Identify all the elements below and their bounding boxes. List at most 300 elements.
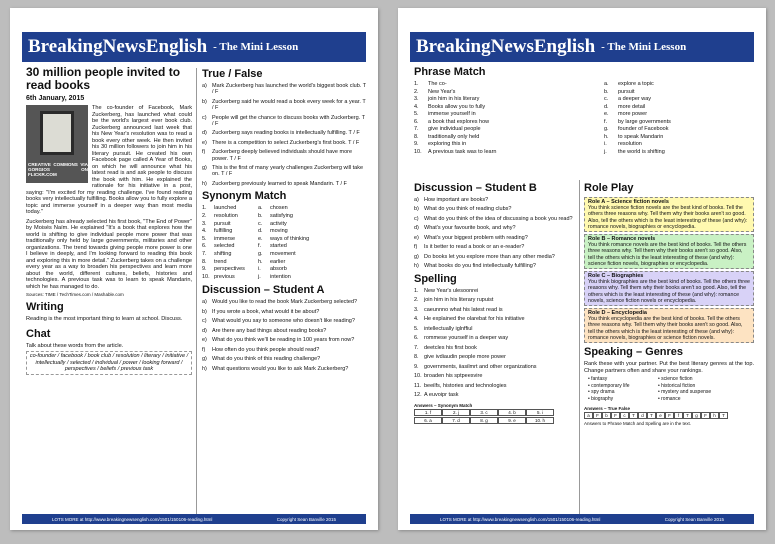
- match-word: Books allow you to fully: [428, 103, 486, 110]
- match-number: e.: [258, 235, 263, 242]
- synonym-grid: [202, 205, 366, 281]
- match-number: 7.: [202, 250, 207, 257]
- match-item: [258, 236, 314, 244]
- match-word: previous: [214, 273, 235, 280]
- item-text: Zuckerberg says reading books is intellectually fulfilling. T / F: [212, 130, 360, 137]
- item-number: h): [202, 180, 207, 187]
- item-text: rommese yourself in a deeper way: [424, 335, 509, 342]
- match-word: movement: [270, 250, 296, 257]
- item-text: Are there any bad things about reading books?: [212, 327, 327, 334]
- item-number: c): [202, 114, 207, 121]
- list-item: [202, 356, 366, 362]
- spelling-heading: Spelling: [414, 272, 457, 285]
- writing-text: Reading is the most important thing to learn at school. Discuss.: [26, 316, 183, 322]
- match-item: [202, 221, 258, 229]
- answers-tf-row: [584, 412, 754, 419]
- item-number: e): [202, 139, 207, 146]
- match-number: 6.: [202, 243, 207, 250]
- answer-cell: F: [701, 412, 710, 419]
- match-number: g.: [604, 126, 609, 132]
- match-word: started: [270, 243, 287, 250]
- answer-cell: b: [602, 412, 611, 419]
- item-number: f): [414, 244, 418, 251]
- article-column: [26, 66, 192, 518]
- page-two: [398, 8, 766, 530]
- match-number: c.: [604, 96, 609, 102]
- phrase-match-heading: Phrase Match: [414, 66, 486, 78]
- item-text: How often do you think people should read?: [212, 346, 320, 353]
- e-reader-photo: [26, 105, 88, 183]
- list-item: [414, 216, 574, 222]
- item-text: governments, iiasilmrt and other organizations: [424, 363, 537, 370]
- match-word: immerse: [214, 235, 236, 242]
- match-word: a book that explores how: [428, 118, 490, 125]
- item-number: 5.: [414, 325, 419, 332]
- answer-cell: 8. g: [470, 417, 498, 424]
- match-word: launched: [214, 205, 237, 212]
- role-card: [584, 197, 754, 232]
- photo-caption: CREATIVE COMMONS VIA GORGIOS ON FLICKR.COM: [28, 162, 88, 177]
- match-number: 5.: [202, 235, 207, 242]
- answer-cell: c: [620, 412, 629, 419]
- phrase-match-section: [414, 64, 754, 180]
- item-text: broaden his sptpeesvire: [424, 373, 483, 380]
- genres-list: [584, 376, 754, 402]
- match-item: [202, 274, 258, 282]
- match-item: [604, 81, 754, 89]
- item-number: g): [202, 165, 207, 172]
- answer-cell: f: [674, 412, 683, 419]
- match-item: [202, 266, 258, 274]
- match-word: selected: [214, 243, 235, 250]
- chat-words: co-founder / facebook / book club / resolution / literary / initiative / intellectually / selected / individual / power / looking forward / perspectives / beliefs / previous task: [26, 351, 192, 375]
- item-text: intellectually iglnffiul: [424, 325, 473, 332]
- item-text: He explained the olarebat for his initiative: [424, 316, 525, 323]
- list-item: [202, 140, 366, 146]
- item-text: If you wrote a book, what would it be about?: [212, 308, 320, 315]
- match-number: 1.: [202, 205, 207, 212]
- match-number: c.: [258, 220, 263, 227]
- answer-cell: 9. e: [498, 417, 526, 424]
- list-item: [202, 83, 366, 96]
- genres-intro: Rank these with your partner. Put the best literary genres at the top. Change partners often and share your rankings.: [584, 361, 754, 374]
- spelling-list: [414, 288, 574, 399]
- match-item: [604, 141, 754, 149]
- item-text: How important are books?: [424, 197, 489, 203]
- match-word: A previous task was to learn: [428, 148, 497, 155]
- match-word: by large governments: [618, 118, 671, 125]
- match-item: [604, 96, 754, 104]
- item-number: c): [202, 318, 207, 325]
- phrase-right: [604, 81, 754, 156]
- role-card: [584, 234, 754, 269]
- banner-subtitle: - The Mini Lesson: [213, 41, 299, 53]
- item-number: 8.: [414, 354, 419, 361]
- role-card: [584, 308, 754, 343]
- match-number: d.: [258, 228, 263, 235]
- list-item: [202, 328, 366, 334]
- true-false-heading: True / False: [202, 68, 263, 80]
- match-item: [258, 243, 314, 251]
- list-item: [202, 347, 366, 353]
- item-text: Is it better to read a book or an e-reader?: [424, 244, 525, 251]
- list-item: [414, 297, 574, 303]
- match-number: a.: [604, 81, 609, 87]
- answer-cell: 3. c: [470, 409, 498, 416]
- item-text: What do you think of this reading challenge?: [212, 356, 321, 363]
- discussion-b-heading: Discussion – Student B: [414, 182, 537, 194]
- banner-subtitle: - The Mini Lesson: [601, 41, 687, 53]
- match-item: [414, 81, 604, 89]
- answers-tf-heading: Answers – True False: [584, 406, 631, 412]
- item-number: g): [202, 356, 207, 363]
- item-number: a): [414, 197, 419, 203]
- match-number: 4.: [202, 228, 207, 235]
- answers-note: Answers to Phrase Match and Spelling are in the text.: [584, 421, 692, 427]
- answer-cell: g: [692, 412, 701, 419]
- match-item: [202, 205, 258, 213]
- answer-cell: T: [719, 412, 728, 419]
- list-item: [202, 337, 366, 343]
- match-item: [202, 228, 258, 236]
- genre-item: • romance: [658, 395, 681, 402]
- discussion-a-heading: Discussion – Student A: [202, 284, 325, 297]
- genre-item: • fantasy: [588, 376, 608, 383]
- genre-item: • science fiction: [658, 376, 693, 383]
- answer-cell: T: [629, 412, 638, 419]
- match-item: [414, 149, 604, 157]
- match-number: 6.: [414, 118, 419, 125]
- match-item: [258, 213, 314, 221]
- match-word: chosen: [270, 205, 288, 212]
- match-number: a.: [258, 205, 263, 212]
- item-text: caeunnno what his latest read is: [424, 306, 503, 313]
- item-number: 3.: [414, 306, 419, 313]
- match-item: [604, 149, 754, 157]
- list-item: [202, 366, 366, 372]
- match-word: New Year's: [428, 88, 456, 95]
- item-number: 6.: [414, 335, 419, 342]
- list-item: [414, 288, 574, 294]
- right-column: [584, 180, 754, 518]
- role-card: [584, 271, 754, 306]
- banner-title: BreakingNewsEnglish: [28, 36, 208, 57]
- item-text: Would you like to read the book Mark Zuckerberg selected?: [212, 299, 358, 306]
- item-text: What do you think of the idea of discussing a book you read?: [424, 215, 573, 222]
- answer-cell: 1. f: [414, 409, 442, 416]
- match-number: g.: [258, 250, 263, 257]
- match-word: ways of thinking: [270, 235, 310, 242]
- match-word: shifting: [214, 250, 232, 257]
- match-item: [414, 96, 604, 104]
- footer: [410, 514, 754, 524]
- list-item: [414, 383, 574, 389]
- match-word: activity: [270, 220, 287, 227]
- item-text: What do you think of reading clubs?: [424, 206, 512, 213]
- item-text: join him in his literary rupuist: [424, 297, 494, 304]
- role-text: You think science fiction novels are the best kind of books. Tell the others three reasons why. Tell them why their books aren't so good. Also, tell the others which is the least interesting of these (and why): romance novels, biographies or encyclopedia.: [588, 205, 748, 230]
- match-word: more detail: [618, 103, 646, 110]
- match-item: [604, 111, 754, 119]
- item-text: Zuckerberg previously learned to speak Mandarin. T / F: [212, 180, 347, 187]
- role-title: Role C – Biographies: [588, 273, 644, 280]
- list-item: [414, 373, 574, 379]
- discussion-a-list: [202, 299, 366, 372]
- match-item: [604, 89, 754, 97]
- match-word: intention: [270, 273, 291, 280]
- match-number: b.: [604, 88, 609, 95]
- item-text: This is the first of many yearly challenges Zuckerberg will take on. T / F: [212, 165, 364, 178]
- item-number: 12.: [414, 392, 422, 399]
- true-false-list: [202, 83, 366, 187]
- banner: [22, 32, 366, 62]
- match-number: 2.: [414, 88, 419, 95]
- match-word: trend: [214, 258, 227, 265]
- synonym-left: [202, 205, 258, 281]
- match-number: 3.: [202, 220, 207, 227]
- answer-cell: T: [647, 412, 656, 419]
- match-word: immerse yourself in: [428, 111, 476, 117]
- match-number: 10.: [202, 273, 210, 280]
- genre-item: • contemporary life: [588, 382, 630, 389]
- item-number: d): [414, 225, 419, 232]
- footer-copyright: Copyright Sean Banville 2015: [664, 516, 724, 522]
- match-item: [414, 111, 604, 119]
- match-number: 8.: [202, 258, 207, 265]
- list-item: [414, 254, 574, 260]
- list-item: [414, 392, 574, 398]
- match-word: more power: [618, 111, 648, 117]
- list-item: [414, 364, 574, 370]
- match-item: [258, 205, 314, 213]
- match-item: [258, 221, 314, 229]
- item-number: 7.: [414, 344, 419, 351]
- left-column: [414, 180, 574, 518]
- list-item: [414, 225, 574, 231]
- list-item: [414, 244, 574, 250]
- answer-cell: 7. d: [442, 417, 470, 424]
- answer-cell: F: [665, 412, 674, 419]
- answer-cell: T: [683, 412, 692, 419]
- discussion-b-list: [414, 197, 574, 270]
- match-number: b.: [258, 212, 263, 219]
- match-word: resolution: [214, 212, 238, 219]
- article-headline: 30 million people invited to read books: [26, 66, 181, 92]
- match-number: 10.: [414, 148, 422, 155]
- list-item: [202, 165, 366, 178]
- item-text: What would you say to someone who doesn't like reading?: [212, 318, 355, 325]
- list-item: [414, 197, 574, 203]
- match-number: i.: [604, 141, 607, 147]
- match-number: h.: [258, 258, 263, 265]
- list-item: [202, 309, 366, 315]
- match-word: explore a topic: [618, 81, 654, 87]
- match-number: h.: [604, 133, 609, 140]
- match-number: f.: [258, 243, 262, 250]
- list-item: [202, 318, 366, 324]
- answer-cell: 6. a: [414, 417, 442, 424]
- answer-cell: a: [584, 412, 593, 419]
- footer-link[interactable]: LOTS MORE at http://www.breakingnewsenglish.com/1501/150106-reading.html: [52, 516, 213, 522]
- genres-heading: Speaking – Genres: [584, 346, 684, 359]
- match-number: 7.: [414, 126, 419, 132]
- article-sources: Sources: TIME / TechTimes.com / Mashable.com: [26, 292, 124, 297]
- list-item: [414, 316, 574, 322]
- item-text: People will get the chance to discuss books with Zuckerberg. T / F: [212, 114, 365, 127]
- genre-item: • mystery and suspense: [658, 389, 712, 396]
- list-item: [414, 326, 574, 332]
- match-number: 8.: [414, 133, 419, 140]
- role-text: You think biographies are the best kind of books. Tell the others three reasons why. Tell them why their books aren't so good. Also, tell the others which is the least interesting of these (and why): romance novels, science fiction novels or encyclopedia.: [588, 279, 750, 304]
- item-text: deetcles his first book: [424, 344, 477, 351]
- list-item: [414, 206, 574, 212]
- list-item: [202, 99, 366, 112]
- match-word: a deeper way: [618, 96, 652, 102]
- item-number: 1.: [414, 287, 419, 294]
- item-text: Do books let you explore more than any other media?: [424, 253, 555, 260]
- item-number: 9.: [414, 363, 419, 370]
- match-number: i.: [258, 266, 261, 273]
- role-text: You think romance novels are the best kind of books. Tell the others three reasons why. Tell them why their books aren't so good. Also, tell the others which is the least interesting of these (and why): science fiction novels, biographies or encyclopedia.: [588, 242, 747, 267]
- item-number: b): [202, 308, 207, 315]
- item-text: A euvoipr task: [424, 392, 459, 399]
- match-word: give individual people: [428, 126, 481, 132]
- answer-cell: e: [656, 412, 665, 419]
- writing-heading: Writing: [26, 301, 64, 313]
- item-number: b): [202, 98, 207, 105]
- list-item: [414, 235, 574, 241]
- match-item: [414, 119, 604, 127]
- item-number: f): [202, 149, 206, 156]
- match-word: The co-: [428, 81, 447, 87]
- item-number: 11.: [414, 382, 422, 389]
- answers-row-2: [414, 417, 574, 424]
- role-title: Role A – Science fiction novels: [588, 199, 669, 205]
- item-text: What do you think we'll be reading in 100 years from now?: [212, 337, 355, 344]
- match-number: j.: [604, 148, 607, 155]
- chat-heading: Chat: [26, 327, 51, 340]
- item-number: a): [202, 83, 207, 89]
- match-word: founder of Facebook: [618, 126, 669, 132]
- match-item: [414, 141, 604, 149]
- match-word: moving: [270, 228, 288, 235]
- answers-synonym: [414, 403, 574, 424]
- match-item: [414, 104, 604, 112]
- match-item: [202, 251, 258, 259]
- item-text: Mark Zuckerberg has launched the world's biggest book club. T / F: [212, 83, 366, 96]
- answer-cell: 2. j: [442, 409, 470, 416]
- list-item: [414, 307, 574, 313]
- role-title: Role D – Encyclopedia: [588, 310, 647, 317]
- role-text: You think encyclopedia are the best kind of books. Tell the others three reasons why. Tell them why their books aren't so good. Also, tell the others which is the least interesting of these (and why): romance novels, biographies or science fiction novels.: [588, 316, 743, 341]
- match-word: the world is shifting: [618, 148, 665, 155]
- genre-item: • spy drama: [588, 389, 615, 396]
- genre-item: • biography: [588, 395, 614, 402]
- e-reader-screen: [40, 111, 74, 155]
- article-paragraph-2: Zuckerberg has already selected his first book, "The End of Power" by Moisés Naím. He explained "It's a book that explores how the world is shifting to give individual people more power that was traditionally only held by large governments, militaries and other organizations. The trend towards giving people more power is one I believe in deeply, and I'm looking forward to reading this book and exploring this in more detail." Zuckerberg takes on a challenge every year as a way to broaden his perspectives and learn more about the world, different cultures, beliefs, histories and technologies. A previous task was to learn to speak Mandarin, which he has managed to do.: [26, 218, 192, 290]
- match-word: perspectives: [214, 266, 245, 273]
- list-item: [202, 115, 366, 128]
- match-word: fulfilling: [214, 228, 233, 235]
- answers-row-1: [414, 409, 574, 416]
- chat-intro: Talk about these words from the article.: [26, 342, 124, 349]
- match-item: [604, 104, 754, 112]
- match-number: 9.: [202, 266, 207, 273]
- match-item: [414, 89, 604, 97]
- item-text: What's your biggest problem with reading?: [424, 234, 528, 241]
- match-item: [258, 228, 314, 236]
- match-item: [604, 134, 754, 142]
- match-number: 9.: [414, 141, 419, 147]
- match-number: 3.: [414, 96, 419, 102]
- synonym-heading: Synonym Match: [202, 190, 287, 203]
- banner: [410, 32, 754, 62]
- match-word: exploring this in: [428, 141, 467, 147]
- match-number: f.: [604, 118, 608, 125]
- match-item: [202, 243, 258, 251]
- item-number: a): [202, 299, 207, 306]
- answers-synonym-heading: Answers – Synonym Match: [414, 402, 473, 408]
- match-word: pursuit: [214, 220, 231, 227]
- item-number: f): [202, 346, 206, 353]
- match-item: [202, 213, 258, 221]
- match-item: [258, 266, 314, 274]
- role-play-list: [584, 197, 754, 343]
- phrase-left: [414, 81, 604, 156]
- answers-true-false: [584, 406, 754, 426]
- article-body: [26, 105, 192, 290]
- item-text: Zuckerberg deeply believed individuals should have more power. T / F: [212, 149, 353, 162]
- item-text: What questions would you like to ask Mark Zuckerberg?: [212, 365, 349, 372]
- item-number: e): [202, 337, 207, 344]
- match-item: [414, 126, 604, 134]
- exercises-column: [202, 66, 366, 518]
- match-word: resolution: [618, 141, 642, 147]
- match-word: pursuit: [618, 88, 635, 95]
- answer-cell: 5. i: [526, 409, 554, 416]
- item-number: 4.: [414, 316, 419, 323]
- item-text: beeilfs, histories and technologies: [424, 382, 507, 389]
- article-date: 6th January, 2015: [26, 95, 85, 102]
- match-number: 5.: [414, 111, 419, 117]
- list-item: [414, 263, 574, 269]
- answer-cell: d: [638, 412, 647, 419]
- item-text: What's your favourite book, and why?: [424, 225, 516, 232]
- item-number: 2.: [414, 297, 419, 304]
- answer-cell: 4. b: [498, 409, 526, 416]
- match-item: [604, 126, 754, 134]
- match-word: join him in his literary: [428, 96, 480, 102]
- item-text: There is a competition to select Zuckerberg's first book. T / F: [212, 139, 360, 146]
- match-number: d.: [604, 103, 609, 110]
- answer-cell: 10. h: [526, 417, 554, 424]
- item-text: give ivdiaudin people more power: [424, 354, 506, 361]
- item-number: h): [202, 365, 207, 372]
- page-one: [10, 8, 378, 530]
- article-paragraph-1: The co-founder of Facebook, Mark Zuckerberg, has launched what could be the world's largest ever book club. Zuckerberg announced last week that his New Year's resolution was to read a book every other week. He then invited his 30 million followers to join him in his literary pursuit. He created his own Facebook page called A Year of Books, on which he will announce what his latest read is and ask people to discuss the book with him. He explained the rationale for his initiative in a post, saying: "I'm excited for my reading challenge. I've found reading books very intellectually fulfilling. Books allow you to fully explore a topic and immerse yourself in a deeper way than most media today.": [26, 105, 192, 215]
- item-text: Zuckerberg said he would read a book every week for a year. T / F: [212, 98, 366, 112]
- banner-title: BreakingNewsEnglish: [416, 36, 596, 57]
- list-item: [202, 299, 366, 305]
- item-number: d): [202, 327, 207, 334]
- phrase-match-grid: [414, 81, 754, 156]
- genre-item: • historical fiction: [658, 382, 696, 389]
- list-item: [414, 335, 574, 341]
- match-item: [258, 274, 314, 282]
- match-number: 4.: [414, 103, 419, 110]
- column-divider: [196, 68, 197, 518]
- footer-link[interactable]: LOTS MORE at http://www.breakingnewsenglish.com/1501/150106-reading.html: [440, 516, 601, 522]
